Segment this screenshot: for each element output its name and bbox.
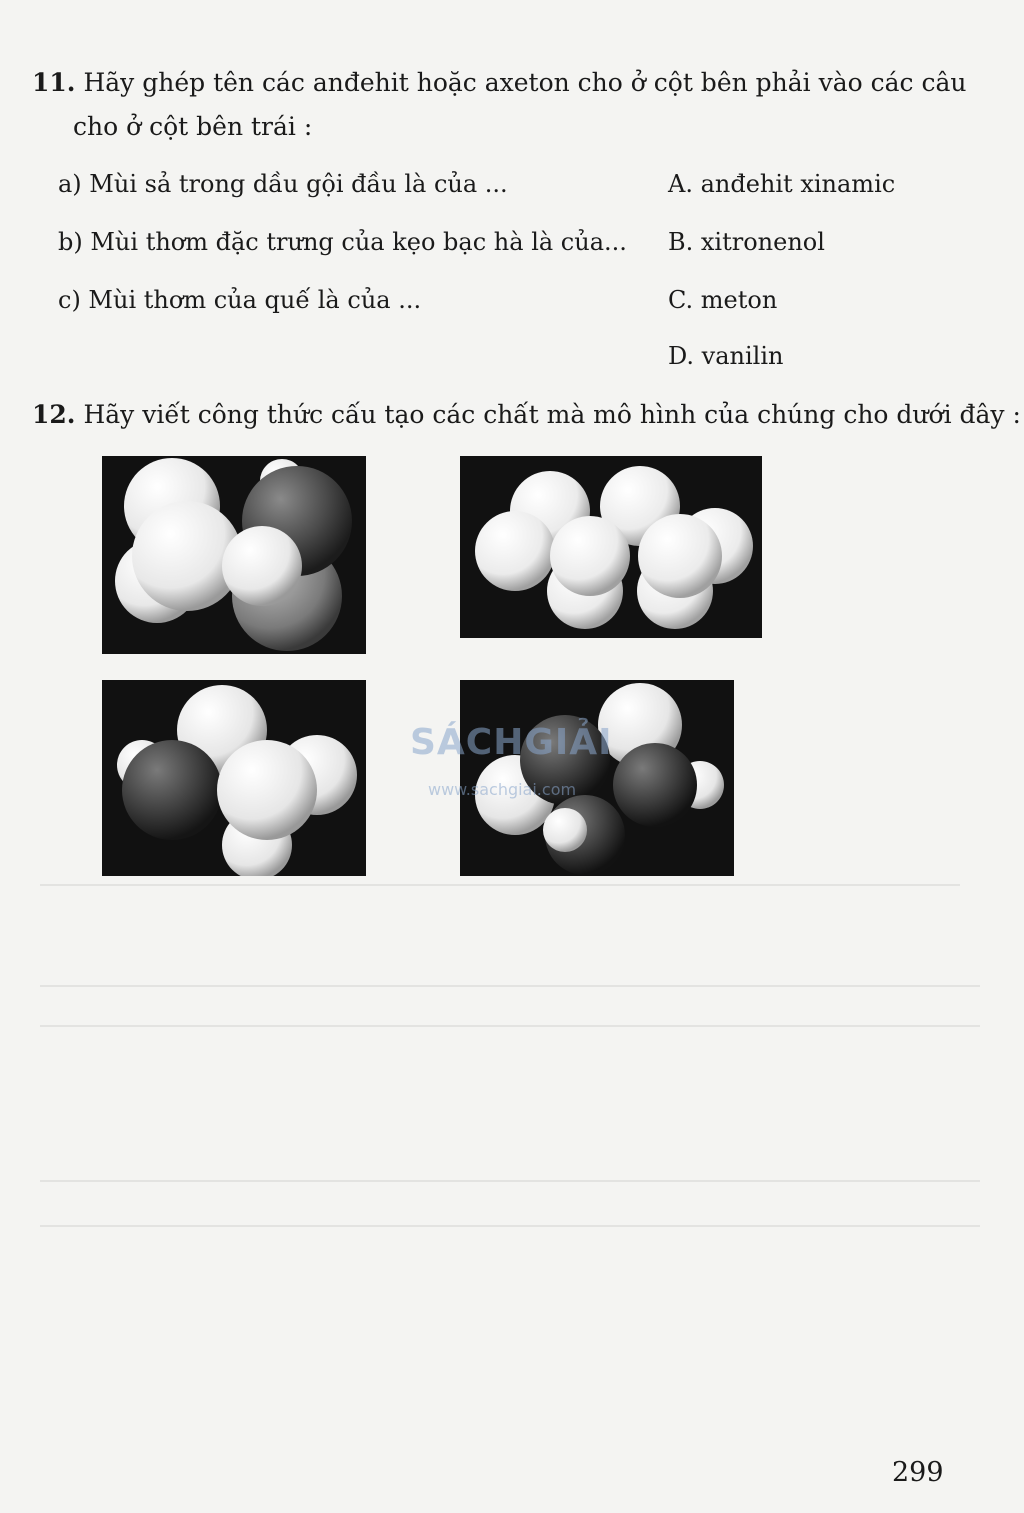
question-12-number: 12. [32,400,76,429]
molecule-model-2 [460,456,762,638]
faint-line [40,1180,980,1182]
watermark-url: www.sachgiai.com [428,780,577,799]
question-12-text: Hãy viết công thức cấu tạo các chất mà mô hình của chúng cho dưới đây : [83,400,1021,429]
question-11-text-1: Hãy ghép tên các anđehit hoặc axeton cho ở cột bên phải vào các câu [83,68,967,97]
watermark-logo [410,722,620,802]
right-item-b: B. xitronenol [668,228,825,256]
left-item-a: a) Mùi sả trong dầu gội đầu là của ... [58,170,508,198]
question-11-line-1 [32,68,967,97]
question-12-line [32,400,1021,429]
question-11-number: 11. [32,68,76,97]
watermark-brand: SÁCHGIẢI [410,722,613,763]
faint-line [40,1225,980,1227]
left-item-b: b) Mùi thơm đặc trưng của kẹo bạc hà là của... [58,228,627,256]
left-item-c: c) Mùi thơm của quế là của ... [58,286,422,314]
molecule-model-3 [102,680,366,876]
faint-line [40,985,980,987]
page-number: 299 [892,1457,944,1488]
faint-line [40,1025,980,1027]
right-item-a: A. anđehit xinamic [668,170,896,198]
question-11-line-2: cho ở cột bên trái : [73,112,313,141]
molecule-model-1 [102,456,366,654]
faint-line [40,884,960,886]
right-item-d: D. vanilin [668,342,784,370]
right-item-c: C. meton [668,286,778,314]
